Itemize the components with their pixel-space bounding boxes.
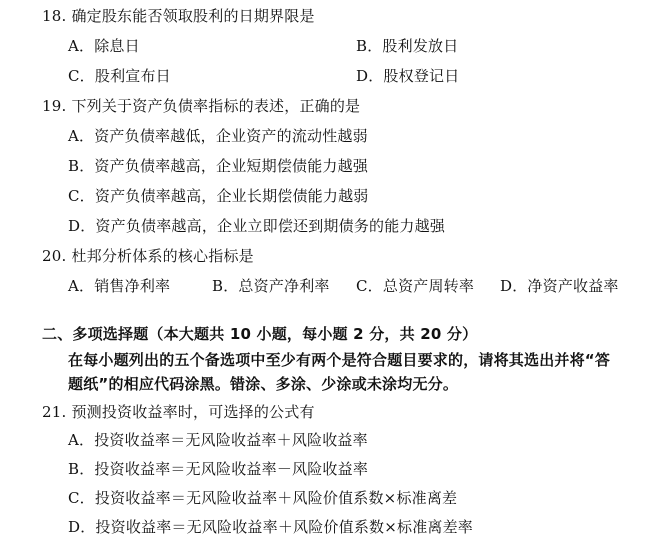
section-heading: 二、多项选择题（本大题共 10 小题，每小题 2 分，共 20 分） bbox=[42, 325, 478, 343]
q19-option-c: C．资产负债率越高，企业长期偿债能力越弱 bbox=[68, 187, 369, 205]
q18-option-b: B．股利发放日 bbox=[356, 37, 459, 55]
q21-option-a: A．投资收益率＝无风险收益率＋风险收益率 bbox=[68, 431, 368, 449]
question-text: 杜邦分析体系的核心指标是 bbox=[71, 247, 254, 265]
q19-option-a: A．资产负债率越低，企业资产的流动性越弱 bbox=[68, 127, 368, 145]
section-instruction-line-2: 题纸”的相应代码涂黑。错涂、多涂、少涂或未涂均无分。 bbox=[68, 375, 459, 393]
question-21-stem bbox=[42, 402, 315, 422]
section-instruction-line-1: 在每小题列出的五个备选项中至少有两个是符合题目要求的，请将其选出并将“答 bbox=[68, 351, 611, 369]
q20-option-c: C．总资产周转率 bbox=[356, 277, 475, 295]
question-number: 18. bbox=[42, 7, 67, 25]
q19-option-b: B．资产负债率越高，企业短期偿债能力越强 bbox=[68, 157, 369, 175]
q18-option-d: D．股权登记日 bbox=[356, 67, 460, 85]
q21-option-c: C．投资收益率＝无风险收益率＋风险价值系数×标准离差 bbox=[68, 489, 458, 507]
q19-option-d: D．资产负债率越高，企业立即偿还到期债务的能力越强 bbox=[68, 217, 446, 235]
question-text: 预测投资收益率时，可选择的公式有 bbox=[71, 403, 315, 421]
q21-option-b: B．投资收益率＝无风险收益率－风险收益率 bbox=[68, 460, 369, 478]
q18-option-c: C．股利宣布日 bbox=[68, 67, 171, 85]
q18-option-a: A．除息日 bbox=[68, 37, 140, 55]
question-number: 19. bbox=[42, 97, 67, 115]
question-number: 21. bbox=[42, 403, 67, 421]
question-text: 下列关于资产负债率指标的表述，正确的是 bbox=[71, 97, 361, 115]
question-text: 确定股东能否领取股利的日期界限是 bbox=[71, 7, 315, 25]
question-18-stem bbox=[42, 6, 315, 26]
question-20-stem bbox=[42, 246, 254, 266]
question-19-stem bbox=[42, 96, 360, 116]
q20-option-a: A．销售净利率 bbox=[68, 277, 171, 295]
q21-option-d: D．投资收益率＝无风险收益率＋风险价值系数×标准离差率 bbox=[68, 518, 473, 536]
question-number: 20. bbox=[42, 247, 67, 265]
q20-option-b: B．总资产净利率 bbox=[212, 277, 330, 295]
q20-option-d: D．净资产收益率 bbox=[500, 277, 619, 295]
